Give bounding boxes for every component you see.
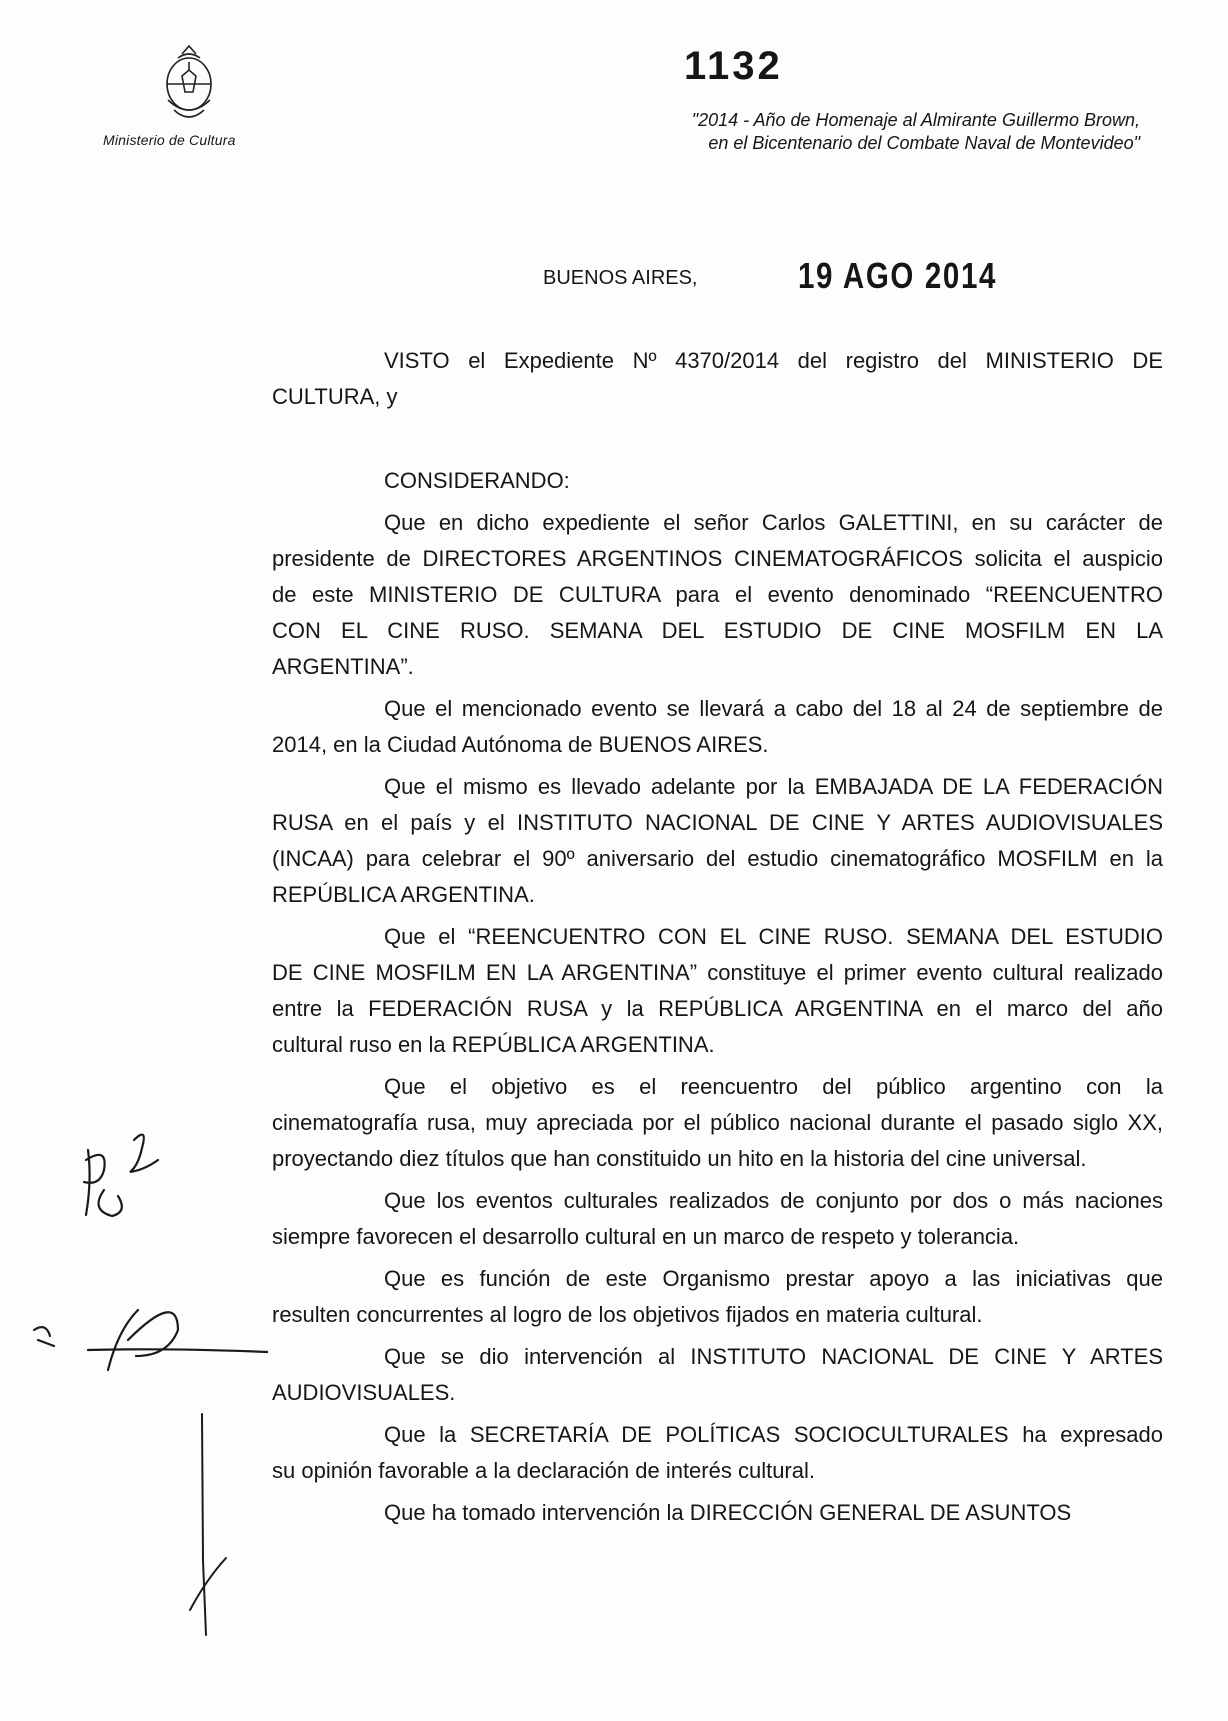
- body-line: AUDIOVISUALES.: [272, 1380, 456, 1405]
- motto-line-2: en el Bicentenario del Combate Naval de Montevideo": [708, 133, 1140, 153]
- body-line: Que se dio intervención al INSTITUTO NACIONAL DE CINE Y ARTES: [384, 1344, 1163, 1369]
- body-line: 2014, en la Ciudad Autónoma de BUENOS AIRES.: [272, 732, 769, 757]
- body-line: resulten concurrentes al logro de los objetivos fijados en materia cultural.: [272, 1302, 983, 1327]
- body-line: Que el objetivo es el reencuentro del público argentino con la: [384, 1074, 1163, 1099]
- document-number: 1132: [684, 44, 783, 88]
- body-line: VISTO el Expediente Nº 4370/2014 del registro del MINISTERIO DE: [384, 348, 1163, 373]
- body-line: cultural ruso en la REPÚBLICA ARGENTINA.: [272, 1032, 715, 1057]
- body-line: CULTURA, y: [272, 384, 398, 409]
- body-line: REPÚBLICA ARGENTINA.: [272, 882, 535, 907]
- body-line: ARGENTINA”.: [272, 654, 414, 679]
- ministry-label: Ministerio de Cultura: [103, 132, 236, 148]
- body-line: siempre favorecen el desarrollo cultural en un marco de respeto y tolerancia.: [272, 1224, 1020, 1249]
- handwritten-initials: [78, 1120, 168, 1230]
- national-coat-of-arms-seal: [160, 40, 218, 128]
- body-line: Que la SECRETARÍA DE POLÍTICAS SOCIOCULTURALES ha expresado: [384, 1422, 1163, 1447]
- body-line: presidente de DIRECTORES ARGENTINOS CINEMATOGRÁFICOS solicita el auspicio: [272, 546, 1163, 571]
- body-line: CON EL CINE RUSO. SEMANA DEL ESTUDIO DE CINE MOSFILM EN LA: [272, 618, 1163, 643]
- body-line: Que en dicho expediente el señor Carlos GALETTINI, en su carácter de: [384, 510, 1163, 535]
- body-line: de este MINISTERIO DE CULTURA para el evento denominado “REENCUENTRO: [272, 582, 1163, 607]
- handwritten-signature: [28, 1300, 268, 1375]
- body-line: entre la FEDERACIÓN RUSA y la REPÚBLICA ARGENTINA en el marco del año: [272, 996, 1163, 1021]
- body-line: Que es función de este Organismo prestar apoyo a las iniciativas que: [384, 1266, 1163, 1291]
- body-line: Que ha tomado intervención la DIRECCIÓN GENERAL DE ASUNTOS: [384, 1500, 1072, 1525]
- body-line: proyectando diez títulos que han constituido un hito en la historia del cine universal.: [272, 1146, 1087, 1171]
- considerando-heading: CONSIDERANDO:: [384, 468, 570, 493]
- dateline-stamped-date: 19 AGO 2014: [798, 255, 998, 296]
- body-line: cinematografía rusa, muy apreciada por el público nacional durante el pasado siglo XX,: [272, 1110, 1163, 1135]
- body-line: Que el “REENCUENTRO CON EL CINE RUSO. SEMANA DEL ESTUDIO: [384, 924, 1163, 949]
- body-line: Que el mencionado evento se llevará a cabo del 18 al 24 de septiembre de: [384, 696, 1163, 721]
- body-line: Que los eventos culturales realizados de conjunto por dos o más naciones: [384, 1188, 1163, 1213]
- body-line: DE CINE MOSFILM EN LA ARGENTINA” constituye el primer evento cultural realizado: [272, 960, 1163, 985]
- body-line: (INCAA) para celebrar el 90º aniversario del estudio cinematográfico MOSFILM en la: [272, 846, 1163, 871]
- body-line: su opinión favorable a la declaración de interés cultural.: [272, 1458, 815, 1483]
- body-line: RUSA en el país y el INSTITUTO NACIONAL DE CINE Y ARTES AUDIOVISUALES: [272, 810, 1163, 835]
- handwritten-margin-mark: [186, 1410, 231, 1640]
- year-motto: [560, 109, 1140, 155]
- motto-line-1: "2014 - Año de Homenaje al Almirante Guillermo Brown,: [691, 110, 1140, 130]
- body-line: Que el mismo es llevado adelante por la EMBAJADA DE LA FEDERACIÓN: [384, 774, 1163, 799]
- dateline-place: BUENOS AIRES,: [543, 267, 698, 289]
